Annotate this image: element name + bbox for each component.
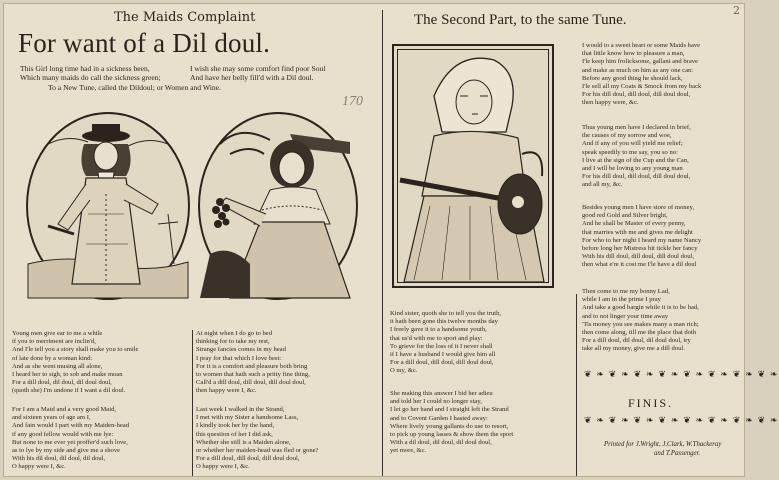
intro-line: This Girl long time had in a sickness been, [20, 64, 150, 73]
column-divider [192, 330, 193, 476]
intro-line: I wish she may some comfort find poor Soul [190, 64, 326, 73]
verse-line: (quoth she) I'm undone if I want a dil doul. [12, 387, 126, 395]
verse-line: Kind sister, quoth she to tell you the truth, [390, 310, 502, 317]
verse-line: if any good fellow would with me lye: [12, 430, 114, 438]
finis: FINIS. [628, 396, 674, 410]
verse-line: O my, &c. [390, 367, 418, 375]
verse-line: speak speedily to me say, you so no: [582, 148, 678, 156]
intro-line: Which many maids do call the sickness green; [20, 73, 161, 82]
verse-line: With a dil doul, dil doul, dil doul doul, [390, 439, 492, 447]
verse-line: And I'le tell you a story shall make you to smile [12, 346, 139, 354]
verse-6 [390, 390, 513, 456]
verse-line: then come along, till me the place that doth [582, 329, 697, 337]
verse-line: this question of her I did ask, [196, 430, 273, 438]
printer-imprint [604, 440, 721, 458]
verse-line: And as she went musing all alone, [12, 362, 103, 370]
verse-9 [582, 204, 701, 270]
verse-line: Then come to me my bonny Lad, [582, 288, 670, 295]
woodcut-woman [198, 112, 358, 300]
verse-line: Before any good thing he should lack, [582, 74, 683, 82]
verse-2 [12, 406, 129, 472]
verse-line: of late done by a woman kind: [12, 354, 93, 362]
verse-line: or whether her maiden-head was fled or gone? [196, 447, 319, 455]
ornament-band-icon: ❦ ❧ ❦ ❧ ❦ ❧ ❦ ❧ ❦ ❧ ❦ ❧ ❦ ❧ ❦ ❧ [584, 416, 779, 426]
verse-line: and told her I could no longer stay, [390, 398, 482, 406]
verse-line: For it is a comfort and pleasure both bring [196, 362, 308, 370]
verse-line: to women that hath such a pritty fine thing, [196, 371, 310, 379]
imprint-line: Printed for J.Wright, J.Clark, W.Thackeray [604, 441, 722, 448]
intro-right [190, 64, 325, 82]
verse-line: to pick up young lasses & show them the sport [390, 431, 514, 439]
verse-line: then what e're it cost me I'le have a dil doul [582, 261, 697, 269]
verse-line: For his dill doul, dill doul, dill doul doul, [582, 91, 691, 99]
woman-figure-icon [200, 114, 356, 298]
pencil-number: 170 [342, 94, 363, 109]
verse-line: good red Gold and Silver bright, [582, 212, 668, 220]
verse-line: I kindly took her by the hand, [196, 422, 275, 430]
verse-line: then happy were I, &c. [196, 387, 257, 395]
verse-line: if you to merriment are inclin'd, [12, 338, 96, 346]
verse-5 [390, 310, 501, 376]
verse-line: For a dill doul, dil doul, dil doul doul, [12, 379, 112, 387]
verse-line: Call'd a dill doul, dill doul, dill doul doul, [196, 379, 306, 387]
verse-line: Last week I walked in the Strand, [196, 406, 285, 413]
verse-line: and make as much on him as any one can: [582, 66, 694, 74]
verse-line: and sixteen years of age am I, [12, 414, 91, 422]
verse-line: At night when I do go to bed [196, 330, 273, 337]
verse-line: I'le sell all my Coats & Smock from my back [582, 83, 702, 91]
verse-7 [582, 42, 701, 108]
verse-line: if I have a husband I would give him all [390, 351, 496, 359]
verse-line: With his dill doul, dill doul, dill doul doul, [582, 253, 695, 261]
verse-line: 'Tis money you see makes many a man rich; [582, 320, 699, 328]
man-figure-icon [28, 114, 188, 298]
verse-line: before long her Mistress hit tickle her fancy [582, 245, 698, 253]
verse-line: I heard her to sigh, to sob and make moan [12, 371, 123, 379]
verse-line: And if any of you will yield me relief; [582, 140, 683, 148]
verse-line: take all my money, give me a dill doul. [582, 345, 685, 353]
verse-8 [582, 124, 691, 190]
verse-line: Young men give ear to me a while [12, 330, 103, 337]
verse-line: Besides young men I have store of money, [582, 204, 695, 211]
verse-line: thinking for to take my rest, [196, 338, 270, 346]
intro-left [20, 64, 161, 82]
verse-line: I would to a sweet heart or some Maids have [582, 42, 701, 49]
verse-line: while I am in the prime I pray [582, 296, 661, 304]
intro-line: And have her belly fill'd with a Dil doul. [190, 73, 314, 82]
verse-line: I let go her hand and I straight left the Strand [390, 406, 509, 414]
corner-mark: 2 [733, 4, 740, 17]
verse-line: O happy were I, &c. [196, 463, 250, 471]
verse-line: And fain would I part with my Maiden-head [12, 422, 130, 430]
verse-line: the causes of my sorrow and woe, [582, 132, 672, 140]
verse-line: For a dill doul, dill doul, dill doul doul, [196, 455, 300, 463]
verse-line: For who to her night I heard my name Nancy [582, 236, 702, 244]
title-main: For want of a Dil doul. [18, 28, 271, 58]
verse-line: With his dil doul, dil doul, dil doul, [12, 455, 106, 463]
ornament-band-icon: ❦ ❧ ❦ ❧ ❦ ❧ ❦ ❧ ❦ ❧ ❦ ❧ ❦ ❧ ❦ ❧ [584, 370, 779, 380]
verse-line: and to not linger your time away [582, 312, 669, 320]
verse-3 [196, 330, 310, 396]
column-divider [576, 294, 577, 476]
verse-line: For his dill doul, dill doul, dill doul doul, [582, 173, 691, 181]
verse-line: And he shall be Master of every penny, [582, 220, 686, 228]
verse-1 [12, 330, 138, 396]
verse-line: then happy were, &c. [582, 99, 639, 107]
verse-line: and all my, &c. [582, 181, 623, 189]
verse-line: For a dill doul, dill doul, dill doul doul, [390, 359, 494, 367]
tune-line: To a New Tune, called the Dildoul; or Women and Wine. [48, 83, 221, 92]
verse-line: But none to me ever yet proffer'd such love, [12, 438, 128, 446]
verse-line: For I am a Maid and a very good Maid, [12, 406, 117, 413]
verse-10 [582, 288, 699, 354]
verse-line: and to Covent Garden I hasted away: [390, 414, 488, 422]
guitar-woman-icon [394, 46, 552, 286]
verse-line: yet more, &c. [390, 447, 427, 455]
verse-line: it hath been gone this twelve months day [390, 318, 498, 326]
center-divider [382, 10, 383, 476]
verse-line: Thus young men have I declared in brief, [582, 124, 691, 131]
broadside-sheet [3, 3, 779, 477]
verse-line: Strange fancies comes in my head [196, 346, 286, 354]
title-second-part: The Second Part, to the same Tune. [414, 12, 627, 28]
verse-line: I met with my Sister a handsome Lass, [196, 414, 299, 422]
verse-line: She making this answer I bid her adieu [390, 390, 493, 397]
woodcut-man [26, 112, 190, 300]
imprint-line: and T.Passenger. [654, 450, 701, 457]
verse-line: and I will be loving to any young man [582, 165, 683, 173]
verse-line: For a dill doul, dil doul, dil doul doul, try [582, 337, 691, 345]
verse-line: And take a good bargin while it is to be had, [582, 304, 699, 312]
verse-line: I live at the sign of the Cup and the Can, [582, 156, 689, 164]
verse-line: that little know how to pleasure a man, [582, 50, 685, 58]
verse-line: as to lye by my side and give me a shove [12, 447, 121, 455]
woodcut-guitar-woman [392, 44, 554, 288]
verse-line: Where lively young gallants do use to resort, [390, 422, 509, 430]
verse-line: I pray for that which I love best: [196, 354, 282, 362]
verse-line: To grieve for the loss of it I never shall [390, 342, 493, 350]
verse-4 [196, 406, 318, 472]
verse-line: O happy were I, &c. [12, 463, 66, 471]
verse-line: Whether she still is a Maiden alone, [196, 438, 291, 446]
verse-line: that marries with me and gives me delight [582, 228, 693, 236]
verse-line: I freely gave it to a handsome youth, [390, 326, 487, 334]
verse-line: I'le keep him frolicksome, gallant and brave [582, 58, 698, 66]
verse-line: that us'd with me to sport and play: [390, 334, 483, 342]
title-small: The Maids Complaint [114, 10, 256, 25]
